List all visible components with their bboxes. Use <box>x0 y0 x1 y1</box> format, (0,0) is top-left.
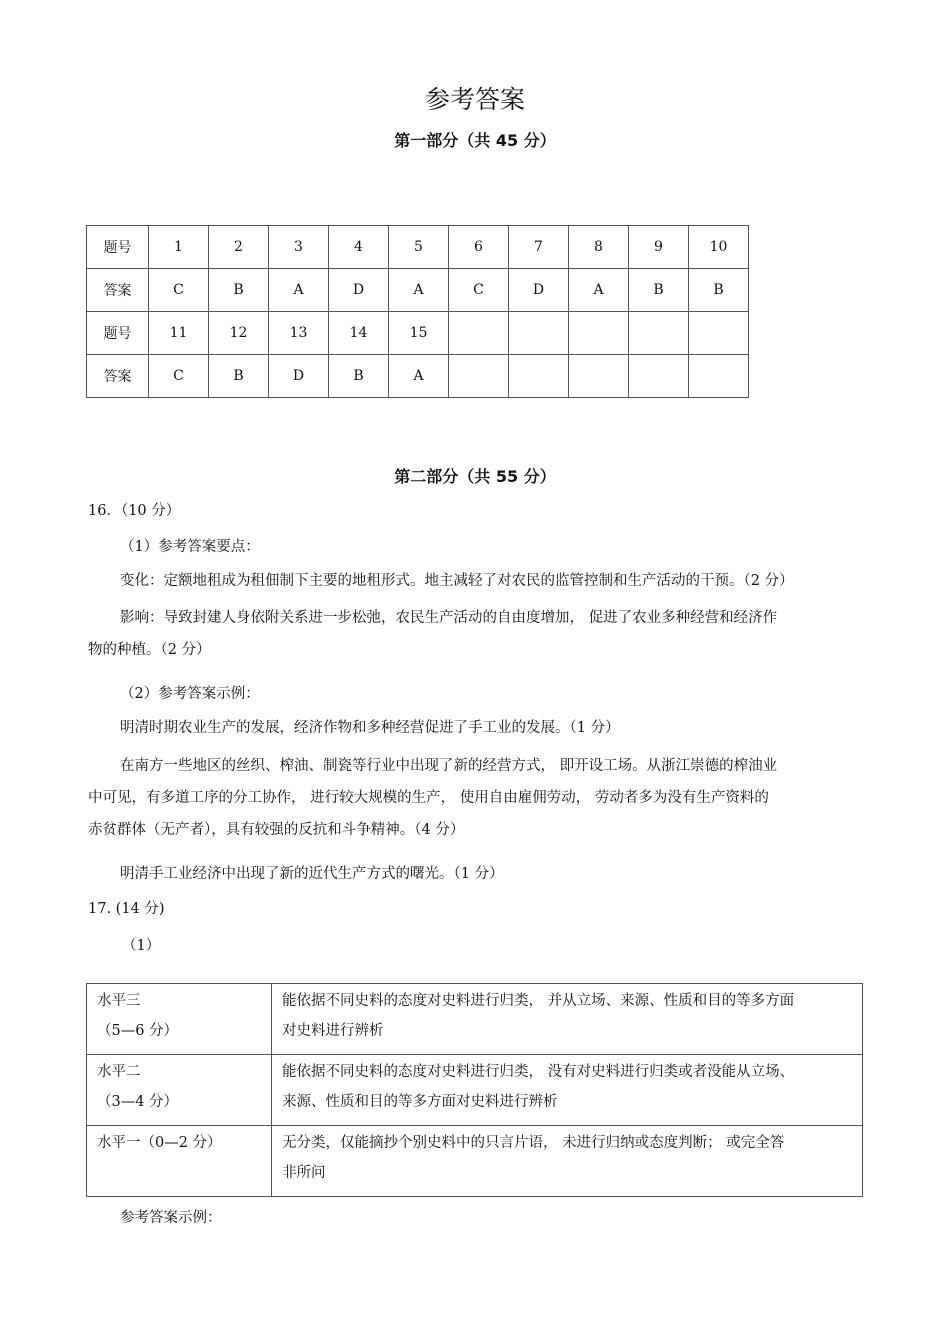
q16-paragraph-2-line3: 赤贫群体（无产者），具有较强的反抗和斗争精神。（4 分） <box>88 822 465 838</box>
table-cell: 5 <box>389 226 449 269</box>
q16-change: 变化：定额地租成为租佃制下主要的地租形式。地主减轻了对农民的监管控制和生产活动的干预。（2 分） <box>120 573 794 589</box>
table-cell <box>689 355 749 398</box>
q16-paragraph-3: 明清手工业经济中出现了新的近代生产方式的曙光。（1 分） <box>120 866 504 882</box>
table-cell: C <box>449 269 509 312</box>
table-cell: 9 <box>629 226 689 269</box>
description-line: 能依据不同史料的态度对史料进行归类， 没有对史料进行归类或者没能从立场、 <box>282 1064 795 1080</box>
table-cell <box>569 312 629 355</box>
table-row <box>87 226 749 269</box>
table-cell <box>509 312 569 355</box>
level-description <box>272 984 863 1055</box>
table-cell <box>449 312 509 355</box>
table-cell: 7 <box>509 226 569 269</box>
question-16-number: 16．（10 分） <box>88 503 181 519</box>
table-cell: 15 <box>389 312 449 355</box>
table-cell <box>689 312 749 355</box>
q16-paragraph-1: 明清时期农业生产的发展，经济作物和多种经营促进了手工业的发展。（1 分） <box>120 720 620 736</box>
description-line: 对史料进行辨析 <box>282 1023 384 1039</box>
table-row <box>87 984 863 1055</box>
q16-paragraph-2-line1: 在南方一些地区的丝织、榨油、制瓷等行业中出现了新的经营方式， 即开设工场。从浙江崇德的榨油业 <box>120 758 778 774</box>
part1-heading: 第一部分（共 45 分） <box>394 131 556 150</box>
table-row <box>87 1055 863 1126</box>
q16-impact-line1: 影响：导致封建人身依附关系进一步松弛，农民生产活动的自由度增加， 促进了农业多种经营和经济作 <box>120 610 778 626</box>
table-cell: B <box>209 269 269 312</box>
q16-impact-line2: 物的种植。（2 分） <box>88 642 211 658</box>
table-cell: D <box>269 355 329 398</box>
table-cell: D <box>509 269 569 312</box>
table-cell: 2 <box>209 226 269 269</box>
table-cell: 12 <box>209 312 269 355</box>
table-cell <box>509 355 569 398</box>
table-cell: C <box>149 269 209 312</box>
q17-example-title: 参考答案示例： <box>120 1210 222 1226</box>
level-score: （3—4 分） <box>97 1094 179 1110</box>
answer-table <box>86 225 749 398</box>
table-cell: 14 <box>329 312 389 355</box>
q16-sub1-title: （1）参考答案要点： <box>120 539 260 555</box>
part2-heading: 第二部分（共 55 分） <box>394 467 556 486</box>
row-label: 答案 <box>87 355 149 398</box>
description-line: 来源、性质和目的等多方面对史料进行辨析 <box>282 1094 558 1110</box>
q16-paragraph-2-line2: 中可见，有多道工序的分工协作， 进行较大规模的生产， 使用自由雇佣劳动， 劳动者多为没有生产资料的 <box>88 790 769 806</box>
row-label: 题号 <box>87 312 149 355</box>
table-cell: A <box>569 269 629 312</box>
scoring-level-table <box>86 983 863 1197</box>
table-cell <box>569 355 629 398</box>
level-name: 水平二 <box>97 1064 141 1080</box>
page-title: 参考答案 <box>424 85 525 114</box>
level-description <box>272 1055 863 1126</box>
question-17-number: 17. (14 分) <box>88 901 165 917</box>
table-row <box>87 355 749 398</box>
table-row <box>87 269 749 312</box>
level-cell <box>87 984 272 1055</box>
table-cell: 1 <box>149 226 209 269</box>
level-cell <box>87 1126 272 1197</box>
row-label: 答案 <box>87 269 149 312</box>
table-cell <box>449 355 509 398</box>
table-cell <box>629 312 689 355</box>
level-name: 水平一（0—2 分） <box>97 1135 222 1151</box>
table-cell: 11 <box>149 312 209 355</box>
table-cell: A <box>389 269 449 312</box>
table-cell: 3 <box>269 226 329 269</box>
description-line: 无分类，仅能摘抄个别史料中的只言片语， 未进行归纳或态度判断； 或完全答 <box>282 1135 785 1151</box>
table-cell: B <box>329 355 389 398</box>
row-label: 题号 <box>87 226 149 269</box>
table-cell: 6 <box>449 226 509 269</box>
q16-sub2-title: （2）参考答案示例： <box>120 686 260 702</box>
table-row <box>87 312 749 355</box>
level-name: 水平三 <box>97 993 141 1009</box>
table-cell: B <box>689 269 749 312</box>
table-cell: B <box>629 269 689 312</box>
q17-sub1: （1） <box>122 938 161 954</box>
description-line: 非所问 <box>282 1165 326 1181</box>
table-cell: 10 <box>689 226 749 269</box>
table-cell: 8 <box>569 226 629 269</box>
table-cell: A <box>389 355 449 398</box>
table-cell: B <box>209 355 269 398</box>
level-cell <box>87 1055 272 1126</box>
table-cell <box>629 355 689 398</box>
table-cell: 13 <box>269 312 329 355</box>
table-cell: C <box>149 355 209 398</box>
table-cell: D <box>329 269 389 312</box>
level-description <box>272 1126 863 1197</box>
description-line: 能依据不同史料的态度对史料进行归类， 并从立场、来源、性质和目的等多方面 <box>282 993 795 1009</box>
table-row <box>87 1126 863 1197</box>
level-score: （5—6 分） <box>97 1023 179 1039</box>
table-cell: A <box>269 269 329 312</box>
table-cell: 4 <box>329 226 389 269</box>
